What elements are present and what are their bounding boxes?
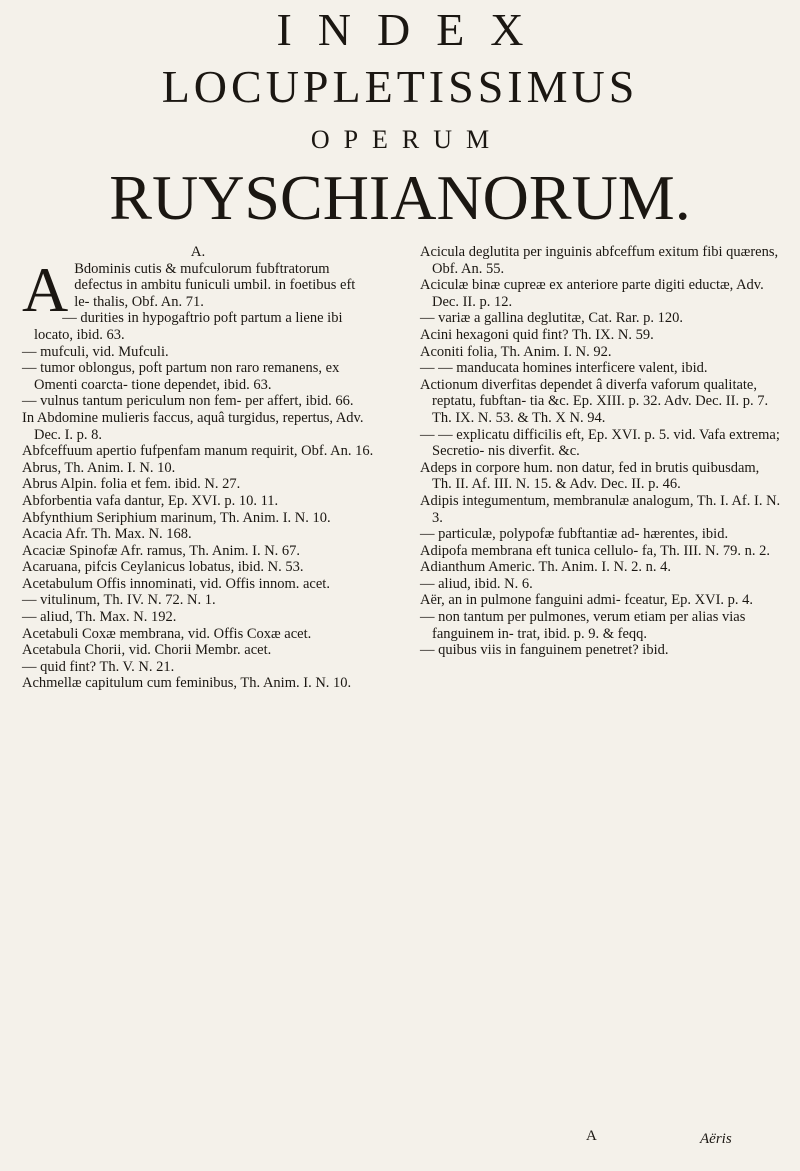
index-entry: Acetabula Chorii, vid. Chorii Membr. acet. bbox=[22, 642, 272, 659]
index-entry: Achmellæ capitulum cum feminibus, Th. Anim. I. N. 10. bbox=[22, 675, 352, 692]
index-entry: Aciculæ binæ cupreæ ex anteriore parte digiti eductæ, Adv. Dec. II. p. 12. bbox=[420, 277, 764, 310]
index-entry: Acini hexagoni quid fint? Th. IX. N. 59. bbox=[420, 326, 654, 343]
index-entry: — durities in hypogaftrio poft partum a liene ibi locato, ibid. 63. bbox=[34, 310, 343, 343]
index-entry: Abfceffuum apertio fufpenfam manum requirit, Obf. An. 16. bbox=[22, 443, 374, 460]
index-entry: — variæ a gallina deglutitæ, Cat. Rar. p. 120. bbox=[420, 310, 683, 327]
index-entry: — vulnus tantum periculum non fem- per affert, ibid. 66. bbox=[22, 393, 354, 410]
index-entry: Aconiti folia, Th. Anim. I. N. 92. bbox=[420, 343, 612, 360]
index-entry: Abfynthium Seriphium marinum, Th. Anim. I. N. 10. bbox=[22, 509, 331, 526]
index-entry: Acetabulum Offis innominati, vid. Offis innom. acet. bbox=[22, 575, 330, 592]
index-entry: — tumor oblongus, poft partum non raro remanens, ex Omenti coarcta- tione dependet, ibid. 63. bbox=[22, 360, 340, 393]
index-entry: Adianthum Americ. Th. Anim. I. N. 2. n. 4. bbox=[420, 559, 672, 576]
title-index: INDEX bbox=[276, 4, 550, 55]
index-entry bbox=[22, 253, 374, 325]
title-operum: OPERUM bbox=[310, 125, 504, 154]
index-entry: Abrus, Th. Anim. I. N. 10. bbox=[22, 459, 176, 476]
index-entry: Abforbentia vafa dantur, Ep. XVI. p. 10. 11. bbox=[22, 492, 279, 509]
index-entry: — non tantum per pulmones, verum etiam per alias vias fanguinem in- trat, ibid. p. 9. & feqq. bbox=[420, 609, 746, 642]
title-locupletissimus: LOCUPLETISSIMUS bbox=[161, 61, 639, 112]
index-entry: — quibus viis in fanguinem penetret? ibid. bbox=[420, 642, 669, 659]
index-entry: — aliud, Th. Max. N. 192. bbox=[22, 609, 177, 626]
index-entry: — particulæ, polypofæ fubftantiæ ad- hærentes, ibid. bbox=[420, 526, 729, 543]
index-entry: Acacia Afr. Th. Max. N. 168. bbox=[22, 526, 192, 543]
title-ruyschianorum: RUYSCHIANORUM. bbox=[109, 162, 691, 233]
index-entry: Acicula deglutita per inguinis abfceffum exitum fibi quærens, Obf. An. 55. bbox=[420, 244, 779, 277]
index-entry: — — manducata homines interficere valent, ibid. bbox=[420, 360, 708, 377]
index-entry: Acaruana, pifcis Ceylanicus lobatus, ibid. N. 53. bbox=[22, 559, 304, 576]
index-entry: Abrus Alpin. folia et fem. ibid. N. 27. bbox=[22, 476, 241, 493]
index-entry: — mufculi, vid. Mufculi. bbox=[22, 343, 169, 360]
index-entry: — aliud, ibid. N. 6. bbox=[420, 575, 533, 592]
index-entry: — quid fint? Th. V. N. 21. bbox=[22, 658, 175, 675]
index-entry: Acetabuli Coxæ membrana, vid. Offis Coxæ acet. bbox=[22, 625, 312, 642]
index-entry: Actionum diverfitas dependet â diverfa vaforum qualitate, reptatu, fubftan- tia &c. Ep. XIII. p. 32. Adv. Dec. II. p. 7. Th. IX. N. 53. & Th. X N. 94. bbox=[420, 376, 769, 426]
left-column bbox=[22, 244, 374, 692]
index-entry: Adeps in corpore hum. non datur, fed in brutis quibusdam, Th. II. Af. III. N. 15. & Adv. Dec. II. p. 46. bbox=[420, 459, 760, 493]
entry-text: Bdominis cutis & mufculorum fubftratorum defectus in ambitu funiculi umbil. in foetibus eft le- thalis, Obf. An. 71. bbox=[74, 260, 356, 310]
index-entry: In Abdomine mulieris faccus, aquâ turgidus, repertus, Adv. Dec. I. p. 8. bbox=[22, 409, 364, 443]
index-entry: — — explicatu difficilis eft, Ep. XVI. p. 5. vid. Vafa extrema; Secretio- nis diverfit. &c. bbox=[420, 426, 780, 460]
index-entry: Adipis integumentum, membranulæ analogum, Th. I. Af. I. N. 3. bbox=[420, 492, 781, 526]
index-entry: — vitulinum, Th. IV. N. 72. N. 1. bbox=[22, 592, 216, 609]
catchword: Aëris bbox=[700, 1131, 732, 1147]
drop-cap: A bbox=[22, 253, 69, 325]
right-column bbox=[420, 244, 782, 659]
signature-mark: A bbox=[586, 1128, 597, 1144]
index-entry: Aër, an in pulmone fanguini admi- fceatur, Ep. XVI. p. 4. bbox=[420, 592, 754, 609]
section-letter: A. bbox=[190, 244, 206, 260]
index-entry: Acaciæ Spinofæ Afr. ramus, Th. Anim. I. N. 67. bbox=[22, 542, 301, 559]
index-entry: Adipofa membrana eft tunica cellulo- fa, Th. III. N. 79. n. 2. bbox=[420, 542, 771, 559]
